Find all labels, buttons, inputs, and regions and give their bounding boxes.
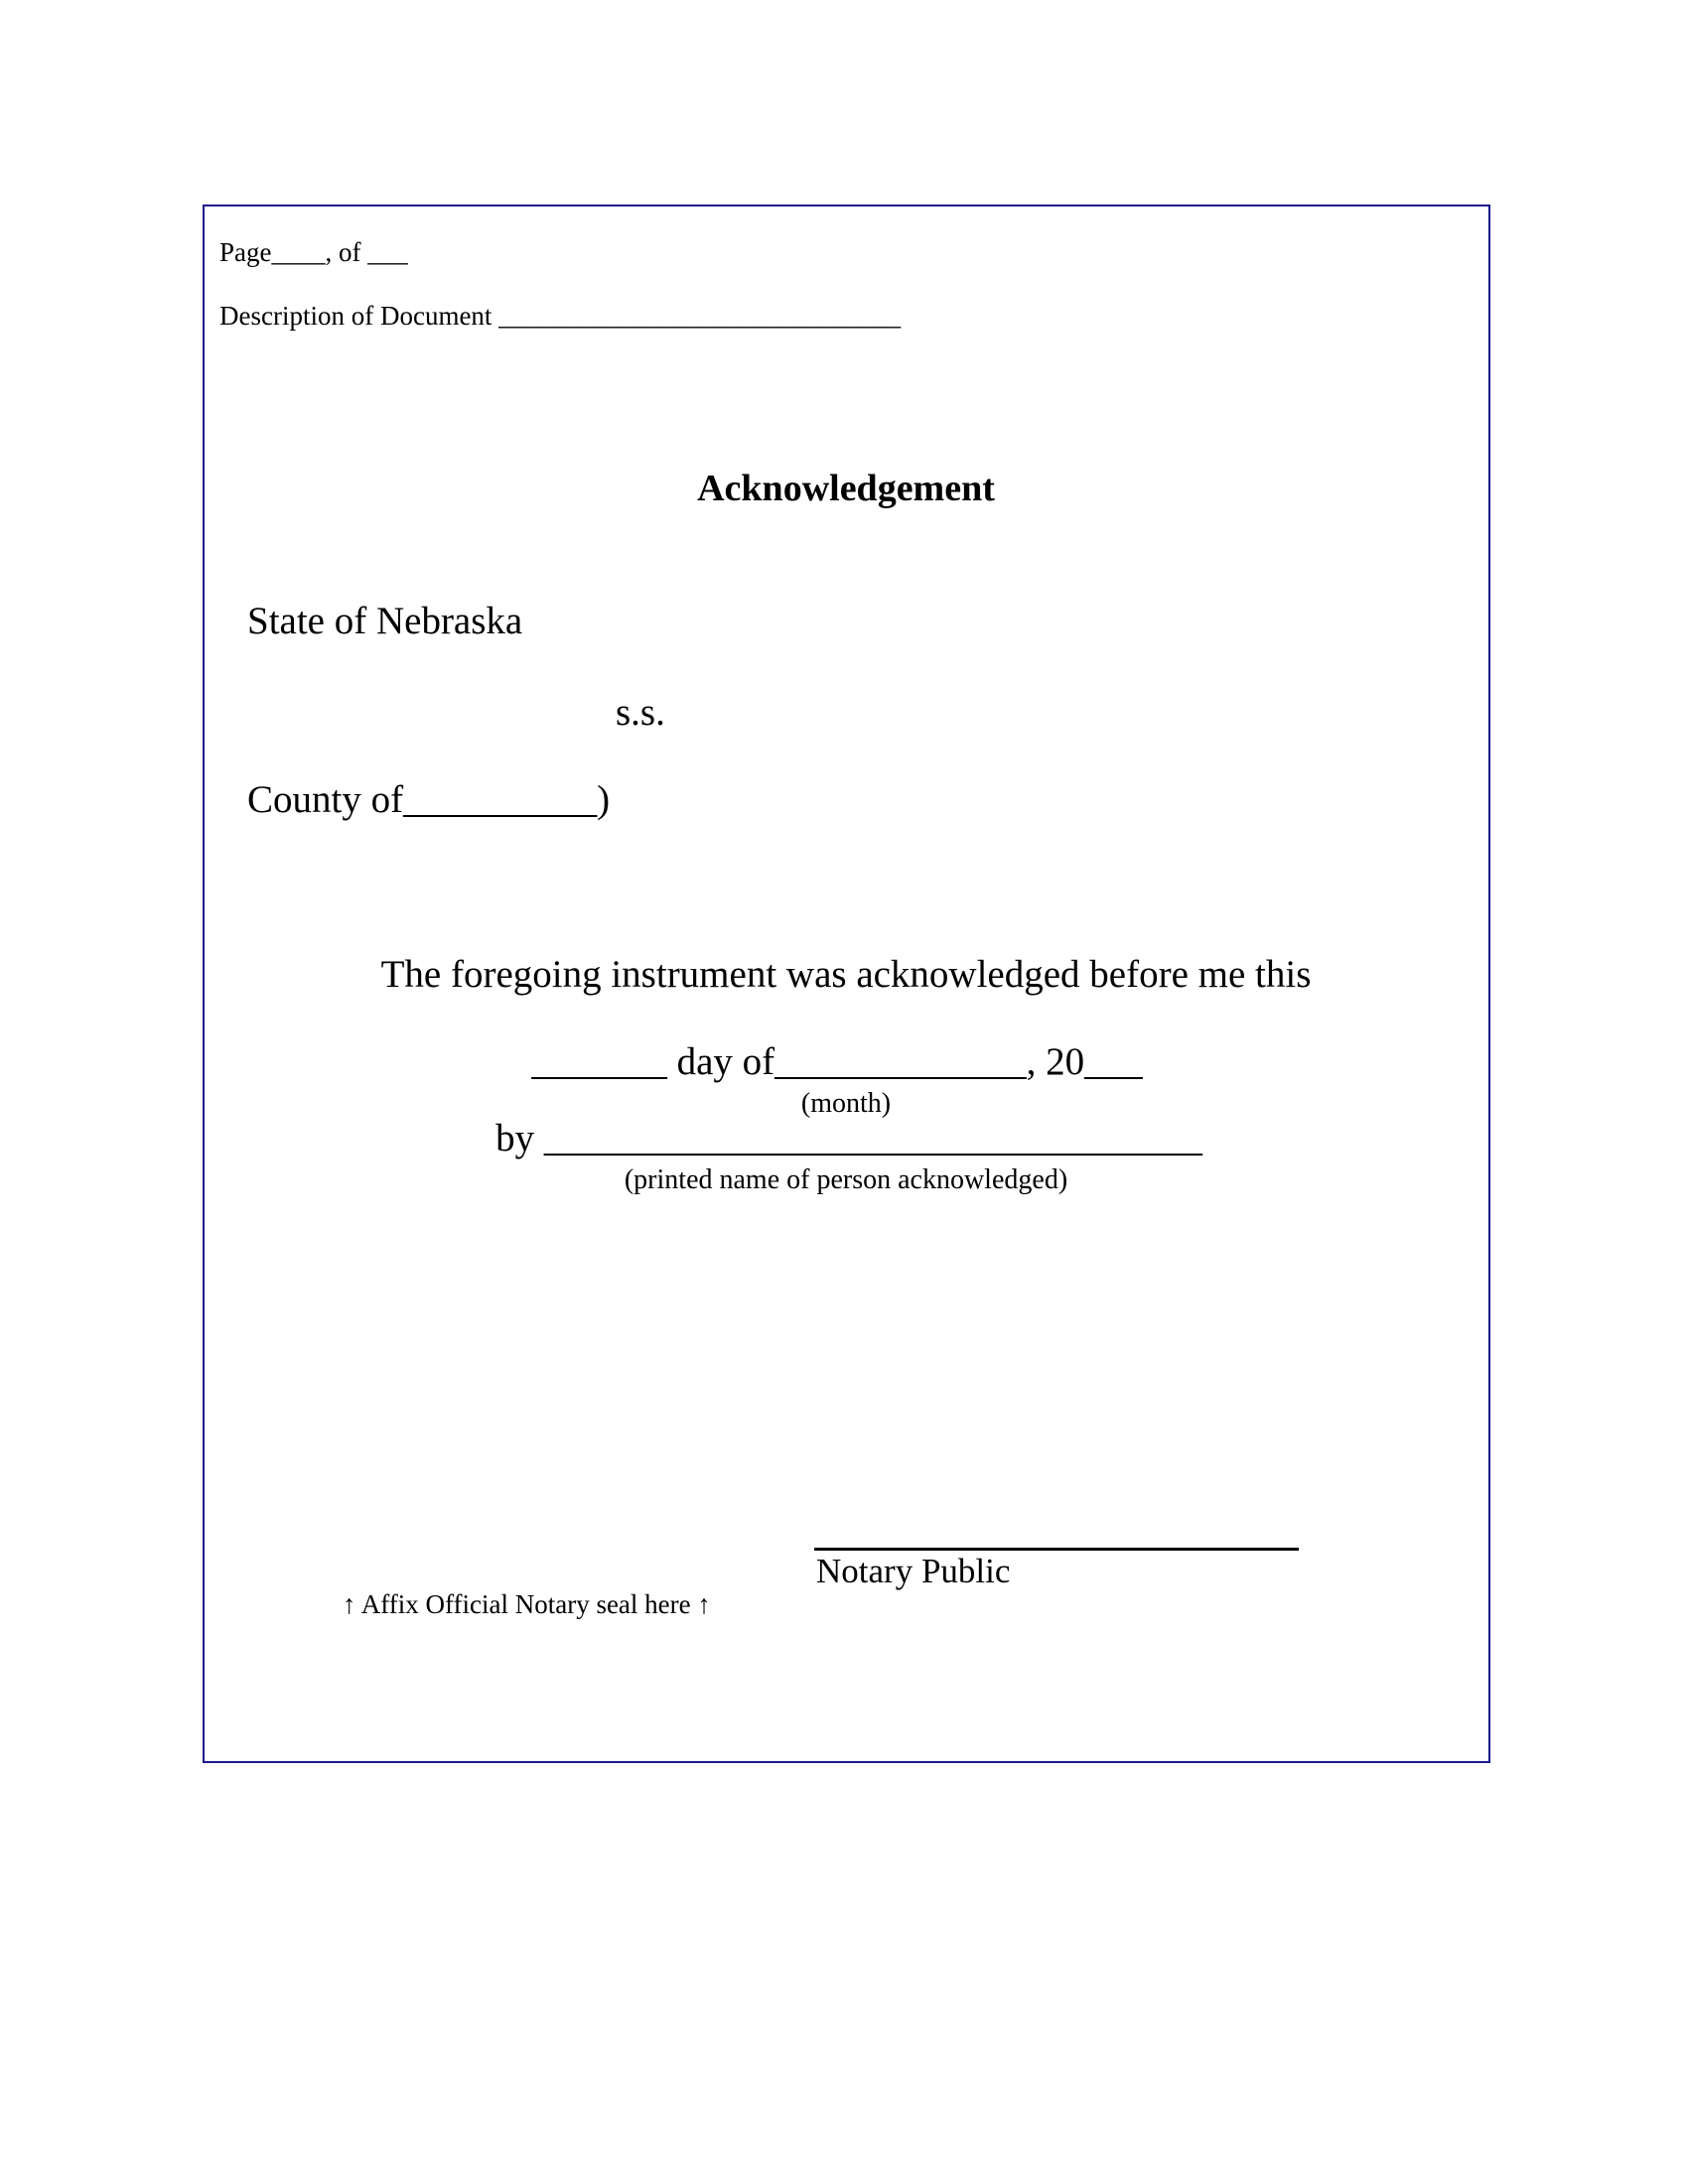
notary-public-label: Notary Public bbox=[816, 1552, 1011, 1590]
ss-label: s.s. bbox=[616, 691, 665, 734]
state-label: State of Nebraska bbox=[247, 600, 523, 642]
notary-signature-line bbox=[814, 1548, 1299, 1551]
form-title: Acknowledgement bbox=[697, 468, 995, 509]
acknowledgement-statement: The foregoing instrument was acknowledged before me this bbox=[380, 953, 1312, 996]
county-line: County of__________) bbox=[247, 778, 611, 821]
notary-seal-note: ↑ Affix Official Notary seal here ↑ bbox=[343, 1589, 711, 1619]
printed-name-caption: (printed name of person acknowledged) bbox=[624, 1164, 1068, 1195]
page-number-line: Page____, of ___ bbox=[219, 237, 408, 267]
month-caption: (month) bbox=[800, 1088, 892, 1119]
date-line: _______ day of_____________, 20___ bbox=[531, 1040, 1143, 1083]
document-description-line: Description of Document ______________________________ bbox=[219, 301, 902, 331]
acknowledged-by-line: by __________________________________ bbox=[495, 1117, 1202, 1160]
